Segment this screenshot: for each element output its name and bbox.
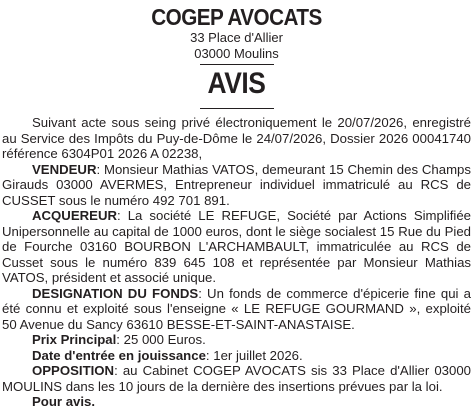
firm-name: COGEP AVOCATS — [151, 4, 322, 30]
intro-paragraph — [2, 115, 471, 162]
designation-text: : Un fonds de commerce d'épicerie fine qui a été connu et exploité sous l'enseigne « LE REFUGE GOURMAND », exploité 50 Avenue du Sancy 63610 BESSE-ET-SAINT-ANASTAISE. — [2, 285, 471, 332]
designation-label: DESIGNATION DU FONDS — [32, 285, 199, 301]
acquereur-paragraph — [2, 208, 471, 286]
notice-body — [2, 115, 471, 410]
closing-paragraph — [2, 394, 471, 410]
vendeur-text: : Monsieur Mathias VATOS, demeurant 15 Chemin des Champs Girauds 03000 AVERMES, Entrepreneur individuel immatriculé au RCS de CUSSET sous le numéro 492 701 891. — [2, 161, 471, 208]
intro-text: Suivant acte sous seing privé électroniquement le 20/07/2026, enregistré au Service des Impôts du Puy-de-Dôme le 24/07/2026, Dossier 2026 00041740 référence 6304P01 2026 A 02238, — [2, 115, 471, 161]
prix-label: Prix Principal — [32, 332, 117, 347]
divider-rule — [200, 64, 274, 65]
opposition-paragraph — [2, 363, 471, 394]
prix-text: : 25 000 Euros. — [116, 332, 206, 347]
prix-paragraph — [2, 332, 471, 348]
opposition-label: OPPOSITION — [32, 363, 115, 378]
acquereur-label: ACQUEREUR — [32, 208, 117, 223]
firm-address-line1: 33 Place d'Allier — [190, 30, 283, 45]
date-label: Date d'entrée en jouissance — [32, 347, 206, 363]
divider-rule — [200, 108, 274, 109]
date-paragraph — [2, 348, 471, 364]
closing-text: Pour avis. — [32, 394, 96, 409]
vendeur-label: VENDEUR — [32, 161, 97, 177]
opposition-text: : au Cabinet COGEP AVOCATS sis 33 Place d'Allier 03000 MOULINS dans les 10 jours de la dernière des insertions prévues par la loi. — [2, 363, 471, 394]
firm-address-line2: 03000 Moulins — [194, 45, 279, 61]
notice-title: AVIS — [207, 67, 266, 100]
date-text: : 1er juillet 2026. — [205, 347, 303, 363]
designation-paragraph — [2, 286, 471, 333]
vendeur-paragraph — [2, 162, 471, 209]
acquereur-text: : La société LE REFUGE, Société par Actions Simplifiée Unipersonnelle au capital de 1000 euros, dont le siège socialest 15 Rue du Pied de Fourche 03160 BOURBON L'ARCHAMBAULT, immatriculée au RCS de Cusset sous le numéro 839 645 108 et représentée par Monsieur Mathias VATOS, président et associé unique. — [2, 208, 471, 285]
